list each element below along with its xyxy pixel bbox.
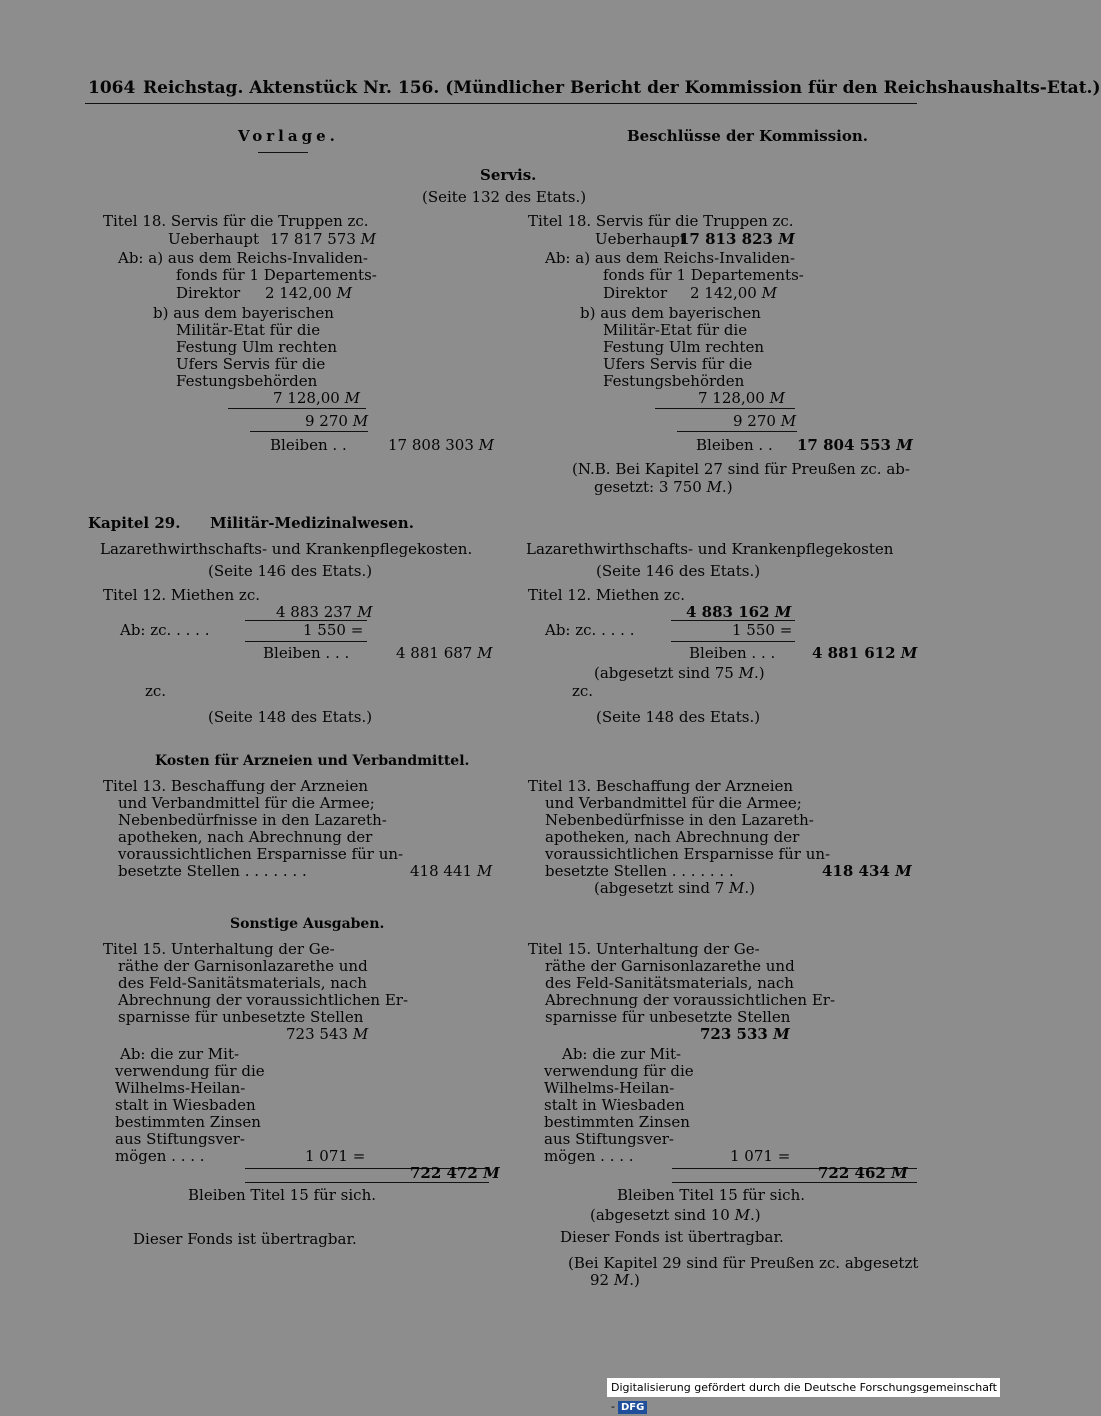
- left-lazareth-heading: Lazarethwirthschafts- und Krankenpflegekosten.: [100, 540, 473, 558]
- right-miethen-bleiben-label: Bleiben . . .: [689, 644, 776, 662]
- right-miethen-value: 4 883 162: [686, 603, 770, 621]
- right-ab-a-1: Ab: a) aus dem Reichs-Invaliden-: [545, 249, 795, 267]
- currency-mark: M: [477, 644, 493, 662]
- left-ueberhaupt-label: Ueberhaupt: [168, 230, 260, 248]
- left-titel-13-l2: und Verbandmittel für die Armee;: [118, 794, 375, 812]
- currency-mark: M: [734, 1206, 750, 1224]
- left-ab-a-3: Direktor: [176, 284, 241, 302]
- ditto-mark: =: [779, 621, 793, 639]
- left-miethen-underline: [245, 641, 367, 642]
- currency-mark: M: [780, 412, 797, 430]
- kapitel-29-title: Militär-Medizinalwesen.: [210, 514, 414, 532]
- left-titel-13-l5: voraussichtlichen Ersparnisse für un-: [118, 845, 404, 863]
- currency-mark: M: [761, 284, 777, 302]
- right-lazareth-heading: Lazarethwirthschafts- und Krankenpflegekosten: [526, 540, 894, 558]
- right-titel-15-underline: [672, 1182, 917, 1183]
- footer-text: Digitalisierung gefördert durch die Deutsche Forschungsgemeinschaft -: [611, 1381, 997, 1413]
- left-ab-b-3: Festung Ulm rechten: [176, 338, 337, 356]
- right-ab-a-2: fonds für 1 Departements-: [603, 266, 804, 284]
- currency-mark: M: [336, 284, 352, 302]
- right-ab-2: verwendung für die: [544, 1062, 694, 1080]
- right-titel-13-l4: apotheken, nach Abrechnung der: [545, 828, 800, 846]
- right-ab-a-3: Direktor: [603, 284, 668, 302]
- left-ueberhaupt-value: 17 817 573: [270, 230, 356, 248]
- left-titel-12: Titel 12. Miethen zc.: [103, 586, 260, 604]
- left-fonds-uebertragbar: Dieser Fonds ist übertragbar.: [133, 1230, 357, 1248]
- right-titel-15-l2: räthe der Garnisonlazarethe und: [545, 957, 795, 975]
- kapitel-29-label: Kapitel 29.: [88, 514, 181, 532]
- right-ab-6: aus Stiftungsver-: [544, 1130, 674, 1148]
- left-titel-13-l4: apotheken, nach Abrechnung der: [118, 828, 373, 846]
- right-titel-13-abgesetzt: (abgesetzt sind 7: [594, 879, 725, 897]
- right-ab-3: Wilhelms-Heilan-: [544, 1079, 675, 1097]
- right-sum-underline: [677, 431, 797, 432]
- left-titel-15-l2: räthe der Garnisonlazarethe und: [118, 957, 368, 975]
- currency-mark: M: [613, 1271, 630, 1289]
- left-ab-b-5: Festungsbehörden: [176, 372, 318, 390]
- right-miethen-ab-value: 1 550: [732, 621, 775, 639]
- left-titel-13-value: 418 441: [410, 862, 473, 880]
- currency-mark: M: [360, 230, 377, 248]
- left-ab-7: mögen . . . .: [115, 1147, 205, 1165]
- left-titel-15-total: 722 472: [410, 1164, 478, 1182]
- column-head-beschluesse: Beschlüsse der Kommission.: [627, 127, 868, 145]
- right-titel-15-l3: des Feld-Sanitätsmaterials, nach: [545, 974, 794, 992]
- left-bleiben-value: 17 808 303: [388, 436, 474, 454]
- right-miethen-underline: [671, 641, 795, 642]
- currency-mark: M: [773, 1025, 790, 1043]
- left-ab-4: stalt in Wiesbaden: [115, 1096, 256, 1114]
- left-titel-13-l3: Nebenbedürfnisse in den Lazareth-: [118, 811, 387, 829]
- ditto-mark: =: [350, 621, 364, 639]
- right-ab-b-value: 7 128,00: [698, 389, 765, 407]
- left-seite-146: (Seite 146 des Etats.): [208, 562, 373, 580]
- right-fonds-uebertragbar: Dieser Fonds ist übertragbar.: [560, 1228, 784, 1246]
- sonstige-heading: Sonstige Ausgaben.: [230, 916, 385, 932]
- right-ab-b-2: Militär-Etat für die: [603, 321, 748, 339]
- currency-mark: M: [352, 1025, 369, 1043]
- currency-mark: M: [769, 389, 785, 407]
- left-titel-15-l5: sparnisse für unbesetzte Stellen: [118, 1008, 364, 1026]
- currency-mark: M: [344, 389, 360, 407]
- right-kapitel-29-note-1: (Bei Kapitel 29 sind für Preußen zc. abgesetzt: [568, 1254, 919, 1272]
- currency-mark: M: [476, 862, 493, 880]
- dfg-footer: [607, 1378, 1000, 1413]
- right-bleiben-value: 17 804 553: [797, 436, 891, 454]
- page-number: 1064: [88, 78, 136, 98]
- left-titel-15-l3: des Feld-Sanitätsmaterials, nach: [118, 974, 367, 992]
- left-ab-1: Ab: die zur Mit-: [120, 1045, 240, 1063]
- right-ab-b-3: Festung Ulm rechten: [603, 338, 764, 356]
- header-rule: [85, 103, 917, 104]
- right-titel-15-l4: Abrechnung der voraussichtlichen Er-: [545, 991, 836, 1009]
- right-seite-148: (Seite 148 des Etats.): [596, 708, 761, 726]
- right-kapitel-29-note-2: 92: [590, 1271, 610, 1289]
- right-titel-15-l5: sparnisse für unbesetzte Stellen: [545, 1008, 791, 1026]
- right-ueberhaupt-label: Ueberhaupt: [595, 230, 687, 248]
- right-titel-13-l5: voraussichtlichen Ersparnisse für un-: [545, 845, 831, 863]
- right-titel-15-value: 723 533: [700, 1025, 768, 1043]
- right-titel-13-l2: und Verbandmittel für die Armee;: [545, 794, 802, 812]
- left-ab-a-1: Ab: a) aus dem Reichs-Invaliden-: [118, 249, 368, 267]
- left-titel-15-l1: Titel 15. Unterhaltung der Ge-: [103, 940, 335, 958]
- column-head-underline: [258, 152, 308, 153]
- right-sum-value: 9 270: [733, 412, 776, 430]
- dfg-logo-icon: DFG: [618, 1401, 647, 1414]
- right-sum-rule: [655, 408, 795, 409]
- right-titel-15-total: 722 462: [818, 1164, 886, 1182]
- left-sum-value: 9 270: [305, 412, 348, 430]
- currency-mark: M: [774, 603, 792, 621]
- right-titel-13-l3: Nebenbedürfnisse in den Lazareth-: [545, 811, 814, 829]
- right-ab-a-value: 2 142,00: [690, 284, 757, 302]
- left-titel-15-l4: Abrechnung der voraussichtlichen Er-: [118, 991, 409, 1009]
- page-header-title: Reichstag. Aktenstück Nr. 156. (Mündlicher Bericht der Kommission für den Reichshaushalts-Etat.): [143, 78, 1101, 98]
- currency-mark: M: [352, 412, 369, 430]
- arzneien-heading: Kosten für Arzneien und Verbandmittel.: [155, 753, 470, 769]
- currency-mark: M: [900, 644, 918, 662]
- left-ab-2: verwendung für die: [115, 1062, 265, 1080]
- left-ab-a-value: 2 142,00: [265, 284, 332, 302]
- right-ab-b-5: Festungsbehörden: [603, 372, 745, 390]
- currency-mark: M: [357, 603, 373, 621]
- left-sum-underline: [250, 431, 368, 432]
- right-ab-value: 1 071: [730, 1147, 773, 1165]
- right-ab-5: bestimmten Zinsen: [544, 1113, 690, 1131]
- section-heading-servis: Servis.: [480, 166, 537, 184]
- column-head-vorlage: Vorlage.: [238, 127, 339, 145]
- left-ab-6: aus Stiftungsver-: [115, 1130, 245, 1148]
- left-miethen-bleiben-value: 4 881 687: [396, 644, 473, 662]
- left-sum-rule: [228, 408, 366, 409]
- right-miethen-ab: Ab: zc. . . . .: [545, 621, 635, 639]
- left-ab-value: 1 071: [305, 1147, 348, 1165]
- right-bleiben-label: Bleiben . .: [696, 436, 773, 454]
- ditto-mark: =: [352, 1147, 366, 1165]
- right-ab-4: stalt in Wiesbaden: [544, 1096, 685, 1114]
- right-miethen-abgesetzt: (abgesetzt sind 75: [594, 664, 734, 682]
- left-ab-5: bestimmten Zinsen: [115, 1113, 261, 1131]
- left-ab-3: Wilhelms-Heilan-: [115, 1079, 246, 1097]
- left-titel-13-l1: Titel 13. Beschaffung der Arzneien: [103, 777, 369, 795]
- ditto-mark: =: [777, 1147, 791, 1165]
- currency-mark: M: [895, 862, 912, 880]
- left-seite-148: (Seite 148 des Etats.): [208, 708, 373, 726]
- left-ab-b-4: Ufers Servis für die: [176, 355, 326, 373]
- left-ab-b-value: 7 128,00: [273, 389, 340, 407]
- right-titel-15-abgesetzt: (abgesetzt sind 10: [590, 1206, 730, 1224]
- left-titel-15-underline: [245, 1182, 489, 1183]
- currency-mark: M: [483, 1164, 500, 1182]
- left-titel-13-l6: besetzte Stellen . . . . . . .: [118, 862, 307, 880]
- right-titel-13-value: 418 434: [822, 862, 890, 880]
- right-ab-b-1: b) aus dem bayerischen: [580, 304, 761, 322]
- left-titel-15-value: 723 543: [286, 1025, 349, 1043]
- left-miethen-ab-value: 1 550: [303, 621, 346, 639]
- left-ab-b-1: b) aus dem bayerischen: [153, 304, 334, 322]
- left-miethen-ab: Ab: zc. . . . .: [120, 621, 210, 639]
- right-titel-12: Titel 12. Miethen zc.: [528, 586, 685, 604]
- right-miethen-bleiben-value: 4 881 612: [812, 644, 896, 662]
- left-ab-a-2: fonds für 1 Departements-: [176, 266, 377, 284]
- left-zc: zc.: [145, 682, 167, 700]
- right-bleiben-titel-15: Bleiben Titel 15 für sich.: [617, 1186, 806, 1204]
- right-nb-note-1: (N.B. Bei Kapitel 27 sind für Preußen zc. ab-: [572, 460, 910, 478]
- right-titel-13-l6: besetzte Stellen . . . . . . .: [545, 862, 734, 880]
- right-ab-7: mögen . . . .: [544, 1147, 634, 1165]
- seite-132: (Seite 132 des Etats.): [422, 188, 587, 206]
- left-bleiben-titel-15: Bleiben Titel 15 für sich.: [188, 1186, 377, 1204]
- currency-mark: M: [478, 436, 495, 454]
- right-titel-15-l1: Titel 15. Unterhaltung der Ge-: [528, 940, 760, 958]
- currency-mark: M: [706, 478, 722, 496]
- right-ab-b-4: Ufers Servis für die: [603, 355, 753, 373]
- right-zc: zc.: [572, 682, 594, 700]
- left-bleiben-label: Bleiben . .: [270, 436, 347, 454]
- currency-mark: M: [729, 879, 745, 897]
- left-miethen-bleiben-label: Bleiben . . .: [263, 644, 350, 662]
- left-ab-b-2: Militär-Etat für die: [176, 321, 321, 339]
- right-ab-1: Ab: die zur Mit-: [562, 1045, 682, 1063]
- right-ueberhaupt-value: 17 813 823: [679, 230, 773, 248]
- left-titel-18: Titel 18. Servis für die Truppen zc.: [103, 212, 369, 230]
- currency-mark: M: [778, 230, 795, 248]
- currency-mark: M: [738, 664, 754, 682]
- right-nb-note-2: gesetzt: 3 750: [594, 478, 702, 496]
- currency-mark: M: [891, 1164, 908, 1182]
- right-seite-146: (Seite 146 des Etats.): [596, 562, 761, 580]
- currency-mark: M: [896, 436, 913, 454]
- left-miethen-value: 4 883 237: [276, 603, 353, 621]
- right-titel-18: Titel 18. Servis für die Truppen zc.: [528, 212, 794, 230]
- right-titel-13-l1: Titel 13. Beschaffung der Arzneien: [528, 777, 794, 795]
